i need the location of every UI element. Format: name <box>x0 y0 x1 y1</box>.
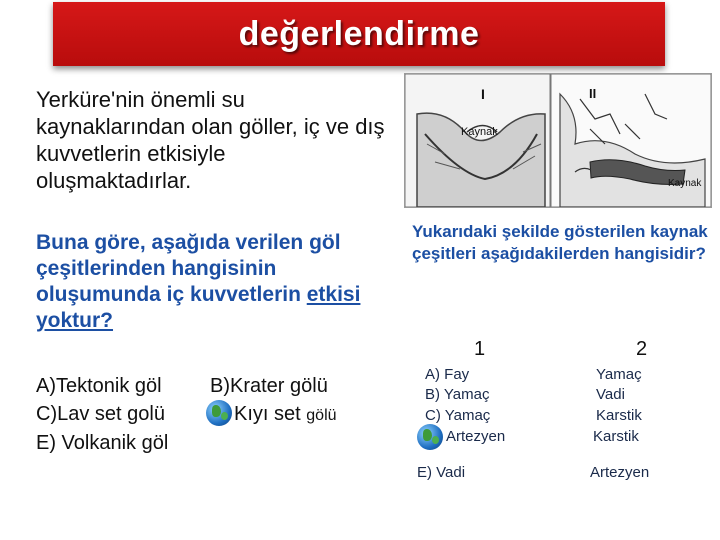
option-c[interactable]: C)Lav set golü <box>36 403 165 425</box>
intro-text: Yerküre'nin önemli su kaynaklarından olan göller, iç ve dış kuvvetlerin etkisiyle oluşmaktadırlar. <box>36 87 385 193</box>
answer-b-right: Vadi <box>596 386 625 403</box>
answer-c-right: Karstik <box>596 407 642 424</box>
question-1-text <box>36 230 376 334</box>
option-a[interactable]: A)Tektonik göl <box>36 375 162 397</box>
answer-b-left[interactable]: B) Yamaç <box>425 386 490 403</box>
globe-icon <box>417 424 443 450</box>
figure-label-i: I <box>481 86 485 102</box>
question-1-plain: Buna göre, aşağıda verilen göl çeşitlerinden hangisinin oluşumunda iç kuvvetlerin <box>36 231 341 306</box>
spring-diagram <box>405 74 711 207</box>
option-d[interactable] <box>234 402 337 428</box>
question-2-text: Yukarıdaki şekilde gösterilen kaynak çeşitleri aşağıdakilerden hangisidir? <box>412 222 708 263</box>
question-1-underlined: etkisi yoktur? <box>36 283 361 332</box>
spring-types-figure <box>404 73 712 208</box>
answer-d-left[interactable]: Artezyen <box>446 428 506 445</box>
answer-e-left[interactable]: E) Vadi <box>417 464 466 481</box>
option-e[interactable]: E) Volkanik göl <box>36 432 169 454</box>
answer-c-left[interactable]: C) Yamaç <box>425 407 491 424</box>
answer-d-right: Karstik <box>593 428 639 445</box>
figure-label-kaynak-left: Kaynak <box>461 126 498 138</box>
figure-label-ii: II <box>589 86 597 101</box>
page-title: değerlendirme <box>238 15 480 53</box>
column-2-header: 2 <box>636 338 648 360</box>
title-banner <box>53 2 665 66</box>
answer-a-right: Yamaç <box>596 366 642 383</box>
figure-label-kaynak-right: Kaynak <box>668 178 702 189</box>
answer-a-left[interactable]: A) Fay <box>425 366 470 383</box>
answer-e-right: Artezyen <box>590 464 650 481</box>
option-d-main: Kıyı set <box>234 403 301 425</box>
column-1-header: 1 <box>474 338 486 360</box>
option-b[interactable]: B)Krater gölü <box>210 375 328 397</box>
option-d-small: gölü <box>306 407 337 424</box>
globe-icon <box>206 400 232 426</box>
